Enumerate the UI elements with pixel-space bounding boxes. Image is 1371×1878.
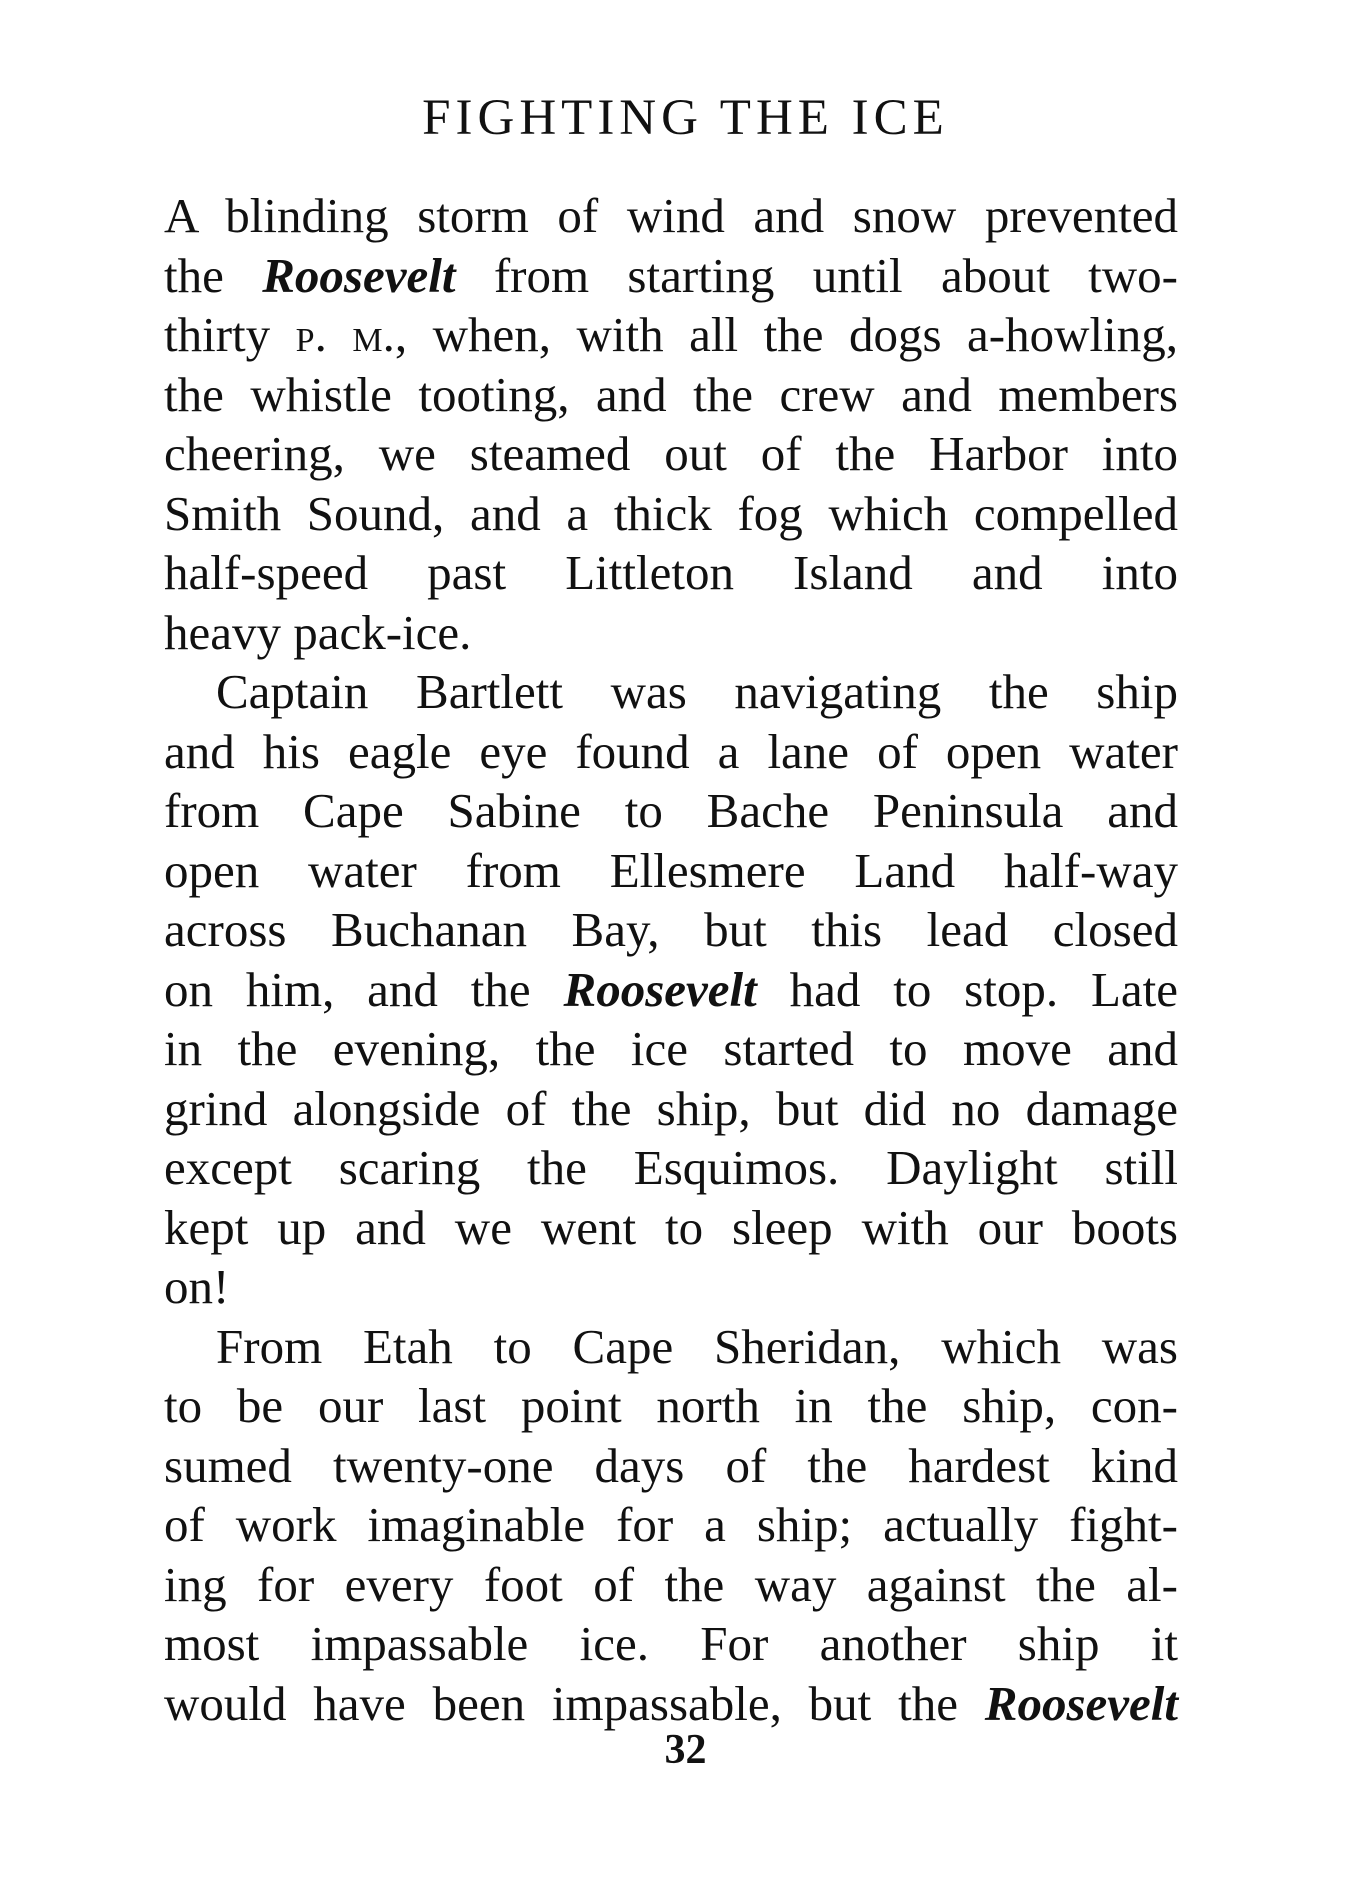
text-line: would have been impassable, but the Roosevelt [164,1675,1178,1731]
running-head: FIGHTING THE ICE [422,90,949,146]
text-line: the whistle tooting, and the crew and members [164,366,1178,422]
text-line: across Buchanan Bay, but this lead closed [164,902,1178,957]
text-line: From Etah to Cape Sheridan, which was [216,1318,1178,1374]
text-line: from Cape Sabine to Bache Peninsula and [164,783,1178,838]
text-line: grind alongside of the ship, but did no damage [164,1080,1178,1136]
paragraph-2 [164,662,1178,1317]
page-number: 32 [664,1727,707,1773]
paragraph-1 [164,186,1178,662]
text-line: except scaring the Esquimos. Daylight still [164,1140,1178,1195]
text-line: the Roosevelt from starting until about two- [164,247,1178,303]
text-line: open water from Ellesmere Land half-way [164,842,1178,898]
text-line: thirty p. m., when, with all the dogs a-howling, [164,307,1178,362]
paragraph-3 [164,1317,1178,1734]
text-line: heavy pack-ice. [164,604,472,660]
text-line: A blinding storm of wind and snow prevented [164,188,1178,243]
time-abbrev: p. m. [295,307,395,362]
text-line: and his eagle eye found a lane of open water [164,723,1178,779]
text-line: to be our last point north in the ship, con- [164,1378,1178,1433]
body-text [164,186,1178,1733]
ship-name: Roosevelt [262,247,456,303]
text-line: cheering, we steamed out of the Harbor into [164,426,1178,481]
text-line: half-speed past Littleton Island and into [164,545,1178,600]
text-line: Captain Bartlett was navigating the ship [216,664,1178,719]
text-line: of work imaginable for a ship; actually fight- [164,1497,1178,1552]
text-line: on him, and the Roosevelt had to stop. Late [164,961,1179,1017]
text-line: ing for every foot of the way against the al- [164,1556,1178,1612]
text-line: most impassable ice. For another ship it [164,1616,1178,1671]
text-line: sumed twenty-one days of the hardest kind [164,1437,1178,1493]
text-line: kept up and we went to sleep with our boots [164,1199,1178,1255]
text-line: Smith Sound, and a thick fog which compelled [164,485,1178,541]
text-line: on! [164,1259,230,1314]
ship-name: Roosevelt [563,961,757,1017]
text-line: in the evening, the ice started to move and [164,1021,1178,1076]
ship-name: Roosevelt [984,1675,1178,1731]
